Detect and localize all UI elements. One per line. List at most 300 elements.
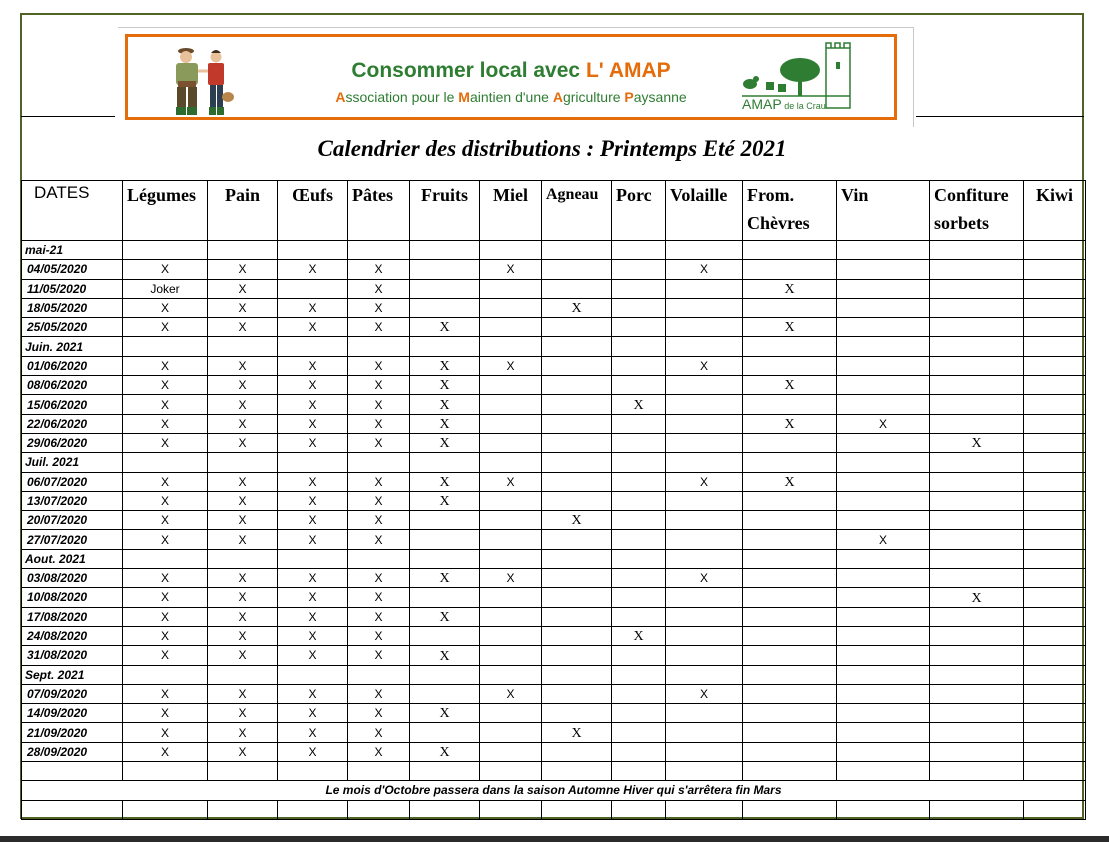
table-cell: X xyxy=(123,530,208,549)
table-cell xyxy=(743,646,837,665)
table-cell xyxy=(410,260,480,279)
table-cell xyxy=(612,453,666,472)
table-cell xyxy=(837,511,930,530)
table-cell xyxy=(930,260,1024,279)
table-cell: X xyxy=(348,704,410,723)
table-cell xyxy=(666,337,743,356)
table-cell xyxy=(666,414,743,433)
table-cell xyxy=(410,588,480,607)
table-cell xyxy=(542,472,612,491)
table-cell: X xyxy=(208,723,278,742)
table-cell: X xyxy=(410,318,480,337)
table-cell xyxy=(278,800,348,819)
column-header xyxy=(208,181,278,241)
table-cell xyxy=(542,800,612,819)
season-note: Le mois d'Octobre passera dans la saison Automne Hiver qui s'arrêtera fin Mars xyxy=(22,781,1086,800)
table-cell: X xyxy=(348,626,410,645)
table-cell xyxy=(612,279,666,298)
table-cell: X xyxy=(278,646,348,665)
table-cell xyxy=(612,472,666,491)
table-cell: X xyxy=(123,511,208,530)
table-cell xyxy=(743,704,837,723)
table-cell xyxy=(542,433,612,452)
month-label: Aout. 2021 xyxy=(22,549,123,568)
column-header-label: Volaille xyxy=(670,185,728,205)
table-cell xyxy=(208,241,278,260)
table-cell xyxy=(542,260,612,279)
table-cell xyxy=(1024,376,1086,395)
table-cell: X xyxy=(348,260,410,279)
month-label: Juil. 2021 xyxy=(22,453,123,472)
table-cell xyxy=(208,762,278,781)
table-cell: X xyxy=(480,569,542,588)
table-cell: X xyxy=(666,356,743,375)
table-cell: X xyxy=(123,742,208,761)
logo-name: AMAP xyxy=(742,96,782,112)
table-cell xyxy=(612,607,666,626)
table-cell: X xyxy=(348,279,410,298)
table-cell xyxy=(348,800,410,819)
table-cell: X xyxy=(666,569,743,588)
table-cell xyxy=(612,511,666,530)
table-cell xyxy=(837,453,930,472)
table-cell xyxy=(930,569,1024,588)
subtitle-cap: A xyxy=(552,89,563,105)
table-cell: X xyxy=(410,395,480,414)
table-row xyxy=(22,376,1086,395)
table-row xyxy=(22,646,1086,665)
table-cell: X xyxy=(480,260,542,279)
table-cell xyxy=(542,356,612,375)
table-cell xyxy=(930,762,1024,781)
table-cell xyxy=(410,530,480,549)
column-header-label: Porc xyxy=(616,185,652,205)
table-cell xyxy=(480,491,542,510)
table-cell xyxy=(278,241,348,260)
table-cell: X xyxy=(666,472,743,491)
subtitle-part: aintien d'une xyxy=(469,89,553,105)
table-cell: X xyxy=(612,626,666,645)
table-cell xyxy=(542,337,612,356)
table-cell xyxy=(480,665,542,684)
table-cell xyxy=(542,684,612,703)
month-label: mai-21 xyxy=(22,241,123,260)
date-cell: 17/08/2020 xyxy=(22,607,123,626)
table-cell xyxy=(930,626,1024,645)
table-cell xyxy=(930,318,1024,337)
table-cell xyxy=(348,453,410,472)
table-row xyxy=(22,704,1086,723)
table-cell xyxy=(930,279,1024,298)
table-cell xyxy=(743,298,837,317)
table-cell: X xyxy=(278,298,348,317)
table-cell xyxy=(542,588,612,607)
table-row xyxy=(22,472,1086,491)
table-cell xyxy=(612,742,666,761)
date-cell: 14/09/2020 xyxy=(22,704,123,723)
table-row xyxy=(22,723,1086,742)
table-cell xyxy=(1024,241,1086,260)
table-cell xyxy=(480,742,542,761)
table-cell xyxy=(666,433,743,452)
table-cell xyxy=(612,260,666,279)
table-cell: X xyxy=(480,356,542,375)
table-cell xyxy=(612,646,666,665)
table-cell xyxy=(542,395,612,414)
table-cell xyxy=(930,337,1024,356)
table-cell xyxy=(666,588,743,607)
table-cell xyxy=(410,723,480,742)
column-header-label: Fruits xyxy=(421,185,468,205)
table-cell xyxy=(612,723,666,742)
table-cell xyxy=(348,549,410,568)
table-cell xyxy=(480,704,542,723)
table-cell xyxy=(348,241,410,260)
table-cell: X xyxy=(743,414,837,433)
table-cell: X xyxy=(348,684,410,703)
table-cell: X xyxy=(410,414,480,433)
table-cell: Joker xyxy=(123,279,208,298)
table-cell: X xyxy=(278,260,348,279)
table-cell xyxy=(542,742,612,761)
table-cell: X xyxy=(278,491,348,510)
table-cell: X xyxy=(208,395,278,414)
banner xyxy=(125,34,897,120)
table-row xyxy=(22,511,1086,530)
table-cell xyxy=(1024,356,1086,375)
table-cell xyxy=(612,491,666,510)
table-cell xyxy=(743,800,837,819)
table-cell xyxy=(666,626,743,645)
table-cell: X xyxy=(278,511,348,530)
table-cell xyxy=(930,511,1024,530)
table-cell: X xyxy=(278,723,348,742)
table-cell xyxy=(837,337,930,356)
table-cell: X xyxy=(666,684,743,703)
table-cell xyxy=(123,762,208,781)
table-cell xyxy=(930,530,1024,549)
rule-left xyxy=(21,116,115,117)
table-row xyxy=(22,684,1086,703)
column-header-label-line2: Chèvres xyxy=(747,213,810,233)
table-cell xyxy=(1024,704,1086,723)
subtitle-part: griculture xyxy=(562,89,625,105)
table-cell xyxy=(208,549,278,568)
table-cell xyxy=(666,395,743,414)
table-cell xyxy=(22,800,123,819)
column-header xyxy=(410,181,480,241)
table-cell xyxy=(666,318,743,337)
table-cell xyxy=(743,762,837,781)
table-cell xyxy=(837,472,930,491)
table-cell xyxy=(410,684,480,703)
date-cell: 08/06/2020 xyxy=(22,376,123,395)
table-cell: X xyxy=(278,569,348,588)
table-cell: X xyxy=(410,491,480,510)
banner-title-accent: L' AMAP xyxy=(585,59,671,82)
date-cell: 28/09/2020 xyxy=(22,742,123,761)
table-cell xyxy=(1024,684,1086,703)
table-cell: X xyxy=(480,472,542,491)
table-cell: X xyxy=(278,704,348,723)
table-cell xyxy=(666,279,743,298)
table-cell xyxy=(410,298,480,317)
table-cell xyxy=(480,433,542,452)
table-cell xyxy=(837,318,930,337)
table-cell xyxy=(123,453,208,472)
table-cell xyxy=(930,704,1024,723)
table-cell xyxy=(743,665,837,684)
month-label: Sept. 2021 xyxy=(22,665,123,684)
table-cell xyxy=(930,356,1024,375)
table-cell xyxy=(837,665,930,684)
table-cell: X xyxy=(208,646,278,665)
table-cell xyxy=(480,549,542,568)
table-cell: X xyxy=(278,684,348,703)
table-row xyxy=(22,395,1086,414)
table-cell xyxy=(666,511,743,530)
column-header-label: From. xyxy=(747,185,795,205)
column-header xyxy=(1024,181,1086,241)
table-cell xyxy=(743,491,837,510)
table-cell xyxy=(837,376,930,395)
month-row xyxy=(22,453,1086,472)
table-cell xyxy=(930,800,1024,819)
date-cell: 24/08/2020 xyxy=(22,626,123,645)
table-cell xyxy=(930,549,1024,568)
column-header xyxy=(22,181,123,241)
column-header xyxy=(480,181,542,241)
table-cell xyxy=(666,298,743,317)
table-cell xyxy=(480,376,542,395)
table-cell xyxy=(666,376,743,395)
table-cell: X xyxy=(208,626,278,645)
table-cell xyxy=(542,376,612,395)
table-cell: X xyxy=(123,433,208,452)
table-cell xyxy=(123,549,208,568)
table-cell xyxy=(612,414,666,433)
table-cell xyxy=(1024,395,1086,414)
table-cell: X xyxy=(348,607,410,626)
table-cell xyxy=(930,607,1024,626)
table-cell xyxy=(542,318,612,337)
table-cell xyxy=(837,395,930,414)
table-cell: X xyxy=(410,472,480,491)
table-row xyxy=(22,742,1086,761)
column-header-label: Kiwi xyxy=(1035,185,1073,205)
table-cell xyxy=(480,414,542,433)
table-cell: X xyxy=(278,395,348,414)
table-cell: X xyxy=(208,356,278,375)
table-cell xyxy=(612,356,666,375)
table-cell: X xyxy=(123,646,208,665)
table-row xyxy=(22,414,1086,433)
logo-sub: de la Crau xyxy=(784,101,826,111)
subtitle-cap: P xyxy=(624,89,634,105)
table-cell: X xyxy=(348,298,410,317)
table-cell xyxy=(612,569,666,588)
date-cell: 07/09/2020 xyxy=(22,684,123,703)
table-cell xyxy=(542,241,612,260)
table-cell: X xyxy=(348,318,410,337)
table-cell xyxy=(930,241,1024,260)
table-cell xyxy=(1024,549,1086,568)
table-cell xyxy=(612,588,666,607)
logo-text xyxy=(742,96,826,112)
bottom-bar xyxy=(0,836,1109,842)
table-cell xyxy=(123,800,208,819)
table-cell xyxy=(837,684,930,703)
table-cell xyxy=(930,684,1024,703)
table-cell: X xyxy=(208,260,278,279)
table-cell xyxy=(743,684,837,703)
table-cell: X xyxy=(348,569,410,588)
table-cell xyxy=(612,337,666,356)
table-cell xyxy=(743,569,837,588)
table-cell xyxy=(480,646,542,665)
table-cell xyxy=(278,453,348,472)
table-cell xyxy=(410,279,480,298)
table-cell xyxy=(480,511,542,530)
table-cell xyxy=(348,337,410,356)
table-cell: X xyxy=(123,569,208,588)
table-cell xyxy=(612,376,666,395)
table-cell xyxy=(612,762,666,781)
table-cell xyxy=(743,607,837,626)
table-cell: X xyxy=(208,569,278,588)
date-cell: 27/07/2020 xyxy=(22,530,123,549)
table-cell xyxy=(480,298,542,317)
table-cell xyxy=(542,607,612,626)
table-cell xyxy=(1024,298,1086,317)
date-cell: 18/05/2020 xyxy=(22,298,123,317)
table-cell xyxy=(1024,588,1086,607)
table-cell: X xyxy=(123,723,208,742)
table-cell xyxy=(480,530,542,549)
table-cell: X xyxy=(542,723,612,742)
table-row xyxy=(22,588,1086,607)
table-cell: X xyxy=(123,588,208,607)
amap-crau-logo-icon xyxy=(738,40,863,118)
table-cell xyxy=(542,646,612,665)
table-cell xyxy=(1024,626,1086,645)
subtitle-cap: M xyxy=(458,89,470,105)
table-cell: X xyxy=(208,607,278,626)
table-cell xyxy=(278,762,348,781)
table-cell xyxy=(410,762,480,781)
table-cell xyxy=(480,318,542,337)
subtitle-part: ssociation pour le xyxy=(345,89,459,105)
table-cell xyxy=(208,800,278,819)
table-cell: X xyxy=(612,395,666,414)
date-cell: 01/06/2020 xyxy=(22,356,123,375)
table-header xyxy=(22,181,1086,241)
table-cell xyxy=(837,646,930,665)
table-cell xyxy=(666,453,743,472)
table-cell: X xyxy=(348,414,410,433)
table-cell: X xyxy=(930,588,1024,607)
table-cell: X xyxy=(348,433,410,452)
table-cell: X xyxy=(208,491,278,510)
month-row xyxy=(22,549,1086,568)
column-header xyxy=(612,181,666,241)
column-header-label-line2: sorbets xyxy=(934,213,989,233)
table-cell xyxy=(1024,569,1086,588)
table-cell xyxy=(666,607,743,626)
subtitle-part: aysanne xyxy=(633,89,687,105)
table-cell xyxy=(480,626,542,645)
table-cell xyxy=(410,800,480,819)
table-row xyxy=(22,569,1086,588)
table-cell: X xyxy=(348,742,410,761)
date-cell: 21/09/2020 xyxy=(22,723,123,742)
table-cell: X xyxy=(348,530,410,549)
table-cell: X xyxy=(743,279,837,298)
column-header-label: DATES xyxy=(34,183,90,202)
date-cell: 22/06/2020 xyxy=(22,414,123,433)
blank-row xyxy=(22,762,1086,781)
table-cell xyxy=(278,279,348,298)
calendar-title: Calendrier des distributions : Printemps Eté 2021 xyxy=(317,136,787,161)
date-cell: 10/08/2020 xyxy=(22,588,123,607)
column-header xyxy=(348,181,410,241)
table-cell xyxy=(480,800,542,819)
table-cell: X xyxy=(123,376,208,395)
table-cell xyxy=(743,241,837,260)
table-cell xyxy=(1024,665,1086,684)
table-cell: X xyxy=(278,376,348,395)
distribution-calendar-table xyxy=(21,180,1086,820)
table-cell xyxy=(666,723,743,742)
table-cell: X xyxy=(123,356,208,375)
table-cell xyxy=(410,665,480,684)
table-cell xyxy=(1024,472,1086,491)
table-cell xyxy=(1024,800,1086,819)
table-cell xyxy=(1024,742,1086,761)
table-cell xyxy=(480,337,542,356)
table-cell xyxy=(666,704,743,723)
table-cell: X xyxy=(208,376,278,395)
table-cell: X xyxy=(348,588,410,607)
table-cell: X xyxy=(348,395,410,414)
table-cell xyxy=(1024,530,1086,549)
table-cell xyxy=(612,665,666,684)
table-cell xyxy=(612,433,666,452)
table-row xyxy=(22,491,1086,510)
table-cell xyxy=(930,723,1024,742)
table-cell xyxy=(930,491,1024,510)
table-cell xyxy=(837,549,930,568)
table-cell: X xyxy=(278,530,348,549)
table-cell xyxy=(208,337,278,356)
table-cell xyxy=(930,453,1024,472)
table-cell xyxy=(837,433,930,452)
table-cell xyxy=(542,704,612,723)
table-cell xyxy=(743,588,837,607)
table-cell: X xyxy=(208,684,278,703)
table-cell xyxy=(743,356,837,375)
table-cell: X xyxy=(123,414,208,433)
table-cell xyxy=(743,723,837,742)
table-cell: X xyxy=(208,433,278,452)
table-cell: X xyxy=(123,684,208,703)
column-header xyxy=(123,181,208,241)
table-cell xyxy=(612,530,666,549)
table-cell xyxy=(1024,511,1086,530)
table-cell xyxy=(1024,318,1086,337)
table-cell xyxy=(1024,414,1086,433)
table-cell xyxy=(837,298,930,317)
